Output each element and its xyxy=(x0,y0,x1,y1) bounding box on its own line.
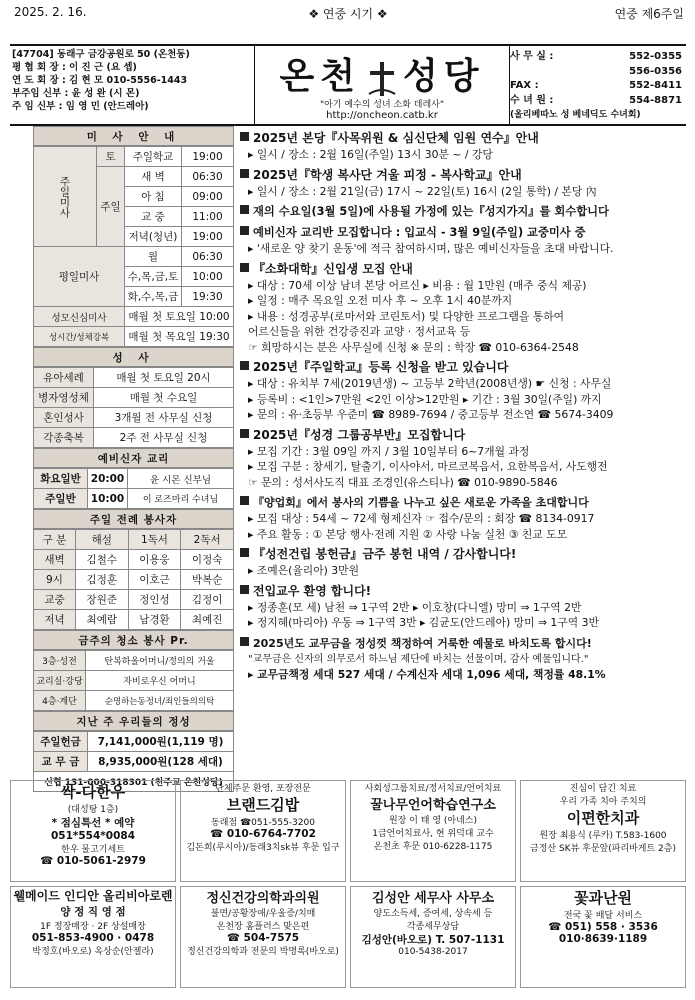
ad-card: 사회성그룹치료/정서치료/언어치료 꿀나무언어학습연구소 원장 이 태 영 (아네스) 1급언어치료사, 현 위덕대 교수 온천초 후문 010-6228-1175 xyxy=(350,780,516,882)
contact-row: FAX : 552-8411 xyxy=(510,80,682,91)
catechism-table: 화요일반 20:00 윤 시몬 신부님 주일반 10:00 이 로즈마리 수녀님 xyxy=(33,468,234,509)
catechism-title: 예비신자 교리 xyxy=(33,448,234,468)
notice-item: 예비신자 교리반 모집합니다 : 입교식 - 3월 9일(주일) 교중미사 중 ▸ '새로운 양 찾기 운동'에 적극 참여하시며, 많은 예비신자들을 초대 바랍니다. xyxy=(240,224,686,257)
notice-item: 2025년『성경 그룹공부반』모집합니다 ▸ 모집 기간 : 3월 09일 까지 / 3월 10일부터 6~7개월 과정 ▸ 모집 구분 : 창세기, 탈출기, 이사야서, 마르코복음서, 요한복음서, 사도행전 ☞ 문의 : 성서사도직 대표 조경인(유스티나) ☎ 010-9890-5846 xyxy=(240,427,686,491)
notice-item: 『성전건립 봉헌금』금주 봉헌 내역 / 감사합니다! ▸ 조예은(율리아) 3만원 xyxy=(240,546,686,579)
contact-row: 556-0356 xyxy=(629,65,682,77)
liturgical-season: ❖ 연중 시기 ❖ xyxy=(308,7,388,21)
notices xyxy=(240,130,686,687)
contact-row: 수 녀 원 : 554-8871 xyxy=(510,94,682,106)
notice-item: 2025년『학생 복사단 겨울 피정 - 복사학교』안내 ▸ 일시 / 장소 : 2월 21일(금) 17시 ~ 22일(토) 16시 (2일 통학) / 본당 內 xyxy=(240,167,686,200)
notice-item: 2025년 본당『사목위원 & 심신단체 임원 연수』안내 ▸ 일시 / 장소 : 2월 16일(주일) 13시 30분 ~ / 강당 xyxy=(240,130,686,163)
parish-title xyxy=(255,48,509,99)
pastor: 주 임 신부 : 임 영 민 (안드레아) xyxy=(12,101,149,112)
associate-priest: 부주임 신부 : 윤 성 완 (시 몬) xyxy=(12,88,140,99)
notice-item: 『양업회』에서 봉사의 기쁨을 나누고 싶은 새로운 가족을 초대합니다 ▸ 모집 대상 : 54세 ~ 72세 형제신자 ☞ 접수/문의 : 회장 ☎ 8134-0917 ▸ 주요 활동 : ① 본당 행사·전례 지원 ② 사랑 나눔 실천 ③ 친교 도모 xyxy=(240,494,686,542)
header xyxy=(10,44,686,126)
contact-info xyxy=(510,50,682,123)
mass-group: 평일미사 xyxy=(34,247,125,307)
bank-account: 신협 131-000-318301 (천주교 온천성당) xyxy=(34,772,234,792)
ad-card: 김성안 세무사 사무소 양도소득세, 증여세, 상속세 등 각종세무상담 김성안(바오로) T. 507-1131 010-5438-2017 xyxy=(350,886,516,988)
contact-row: 사 무 실 : 552-0355 xyxy=(510,51,682,62)
ad-card: 웰메이드 인디안 올리비아로렌 양 정 직 영 점 1F 정장매장 · 2F 상설매장 051-853-4900 · 0478 박정호(바오로) 옥상순(안젤라) xyxy=(10,886,176,988)
cross-icon xyxy=(367,60,397,98)
top-line xyxy=(10,5,686,23)
servers-table: 구 분 해설 1독서 2독서 새벽 김철수 이용웅 이정숙 9시 김정훈 이호근 박복순 교중 장원준 정인성 김정이 저녁 최예람 남경환 최예진 xyxy=(33,529,234,630)
notice-item: 『소화대학』신입생 모집 안내 ▸ 대상 : 70세 이상 남녀 본당 어르신 ▸ 비용 : 월 1만원 (매주 중식 제공) ▸ 일정 : 매주 목요일 오전 미사 후 ~ 오후 1시 40분까지 ▸ 내용 : 성경공부(로마서와 코린토서) 및 다양한 프로그램을 통하여 어르신들을 위한 건강증진과 교양 · 정서교육 등 ☞ 희망하시는 분은 사무실에 신청 ※ 문의 : 학장 ☎ 010-6364-2548 xyxy=(240,261,686,356)
sacraments-title: 성 사 xyxy=(33,347,234,367)
mass-schedule-title: 미 사 안 내 xyxy=(33,126,234,146)
notice-item: 2025년도 교무금을 정성껏 책정하여 거룩한 예물로 바치도록 합시다! "교무금은 신자의 의무로서 하느님 제단에 바치는 선물이며, 감사 예물입니다." ▸ 교무금책정 세대 527 세대 / 수계신자 세대 1,096 세대, 책정률 48.1% xyxy=(240,635,686,683)
mass-schedule-table: 주일미사 토 주일학교 19:00 주일 새 벽 06:30 아 침 09:00 교 중 11:00 저녁(청년) 19:00 평일미사 월 06:30 수,목,금,토 10:00 화,수,목,금 19:30 성모신심미사 매월 첫 토요일 10:00 성시간/성체강복 매월 첫 목요일 19:30 xyxy=(33,146,234,347)
district-president: 연 도 회 장 : 김 현 모 010-5556-1443 xyxy=(12,75,188,86)
ad-card: 단체주문 환영, 포장전문 브랜드김밥 동래점 ☎051-555-3200 ☎ 010-6764-7702 김돈희(루시아)/동래3치sk뷰 후문 입구 xyxy=(180,780,346,882)
title-right: 성당 xyxy=(403,55,485,97)
cleaning-title: 금주의 청소 봉사 Pr. xyxy=(33,630,234,650)
sidebar xyxy=(33,126,234,792)
notice-item: 재의 수요일(3월 5일)에 사용될 가정에 있는『성지가지』를 회수합니다 xyxy=(240,203,686,220)
ad-card: 꽃과난원 전국 꽃 배달 서비스 ☎ 051) 558 · 3536 010·8639·1189 xyxy=(520,886,686,988)
servers-title: 주일 전례 봉사자 xyxy=(33,509,234,529)
parish-info xyxy=(12,48,252,113)
mass-group: 주일미사 xyxy=(34,147,97,247)
masthead xyxy=(254,46,510,124)
contact-row: (올리베따노 성 베네딕도 수녀회) xyxy=(510,110,641,120)
title-left: 온천 xyxy=(279,55,361,97)
ads-section xyxy=(10,780,686,990)
issue-date: 2025. 2. 16. xyxy=(14,5,87,19)
liturgical-week: 연중 제6주일 xyxy=(614,7,684,21)
cleaning-table: 3층·성전 탄복하올어머니/정의의 거울 교리실·강당 자비로우신 어머니 4층·계단 순명하는동정녀/죄인들의의탁 xyxy=(33,650,234,711)
notice-item: 2025년『주일학교』등록 신청을 받고 있습니다 ▸ 대상 : 유치부 7세(2019년생) ~ 고등부 2학년(2008년생) ☛ 신청 : 사무실 ▸ 등록비 : <1인>7만원 <2인 이상>12만원 ▸ 기간 : 3월 30일(주일) 까지 ▸ 문의 : 유·초등부 우준미 ☎ 8989-7694 / 중고등부 전소연 ☎ 5674-3409 xyxy=(240,359,686,423)
sacraments-table: 유아세례 매월 첫 토요일 20시 병자영성체 매월 첫 수요일 혼인성사 3개월 전 사무실 신청 각종축복 2주 전 사무실 신청 xyxy=(33,367,234,448)
address-line: [47704] 동래구 금강공원로 50 (온천동) xyxy=(12,49,190,60)
patron-motto: "아기 예수의 성녀 소화 데레사" xyxy=(319,100,445,110)
offerings-title: 지난 주 우리들의 정성 xyxy=(33,711,234,731)
offerings-table: 주일헌금 7,141,000원(1,119 명) 교 무 금 8,935,000원(128 세대) 신협 131-000-318301 (천주교 온천성당) xyxy=(33,731,234,792)
ad-card: 진심이 담긴 치료 우리 가족 치아 주치의 이편한치과 원장 최용식 (루카) T.583-1600 금정산 SK뷰 후문앞(파리바게트 2층) xyxy=(520,780,686,882)
ad-card: 정신건강의학과의원 불면/공황장애/우울증/치매 온천장 홈플러스 맞은편 ☎ 504-7575 정신건강의학과 전문의 박명록(바오로) xyxy=(180,886,346,988)
council-president: 평 협 회 장 : 이 진 근 (요 셉) xyxy=(12,62,137,73)
notice-item: 전입교우 환영 합니다! ▸ 정종훈(모 세) 남천 ⇒ 1구역 2반 ▸ 이호창(다니엘) 망미 ⇒ 1구역 2반 ▸ 정지혜(마리아) 우동 ⇒ 1구역 3반 ▸ 김균도(안드레아) 망미 ⇒ 1구역 3반 xyxy=(240,583,686,631)
website-link[interactable]: http://oncheon.catb.kr xyxy=(326,110,438,121)
ad-card: 싹-다한우 (대성탕 1층) * 점심특선 * 예약 051*554*0084 한우 물고기세트 ☎ 010-5061-2979 xyxy=(10,780,176,882)
